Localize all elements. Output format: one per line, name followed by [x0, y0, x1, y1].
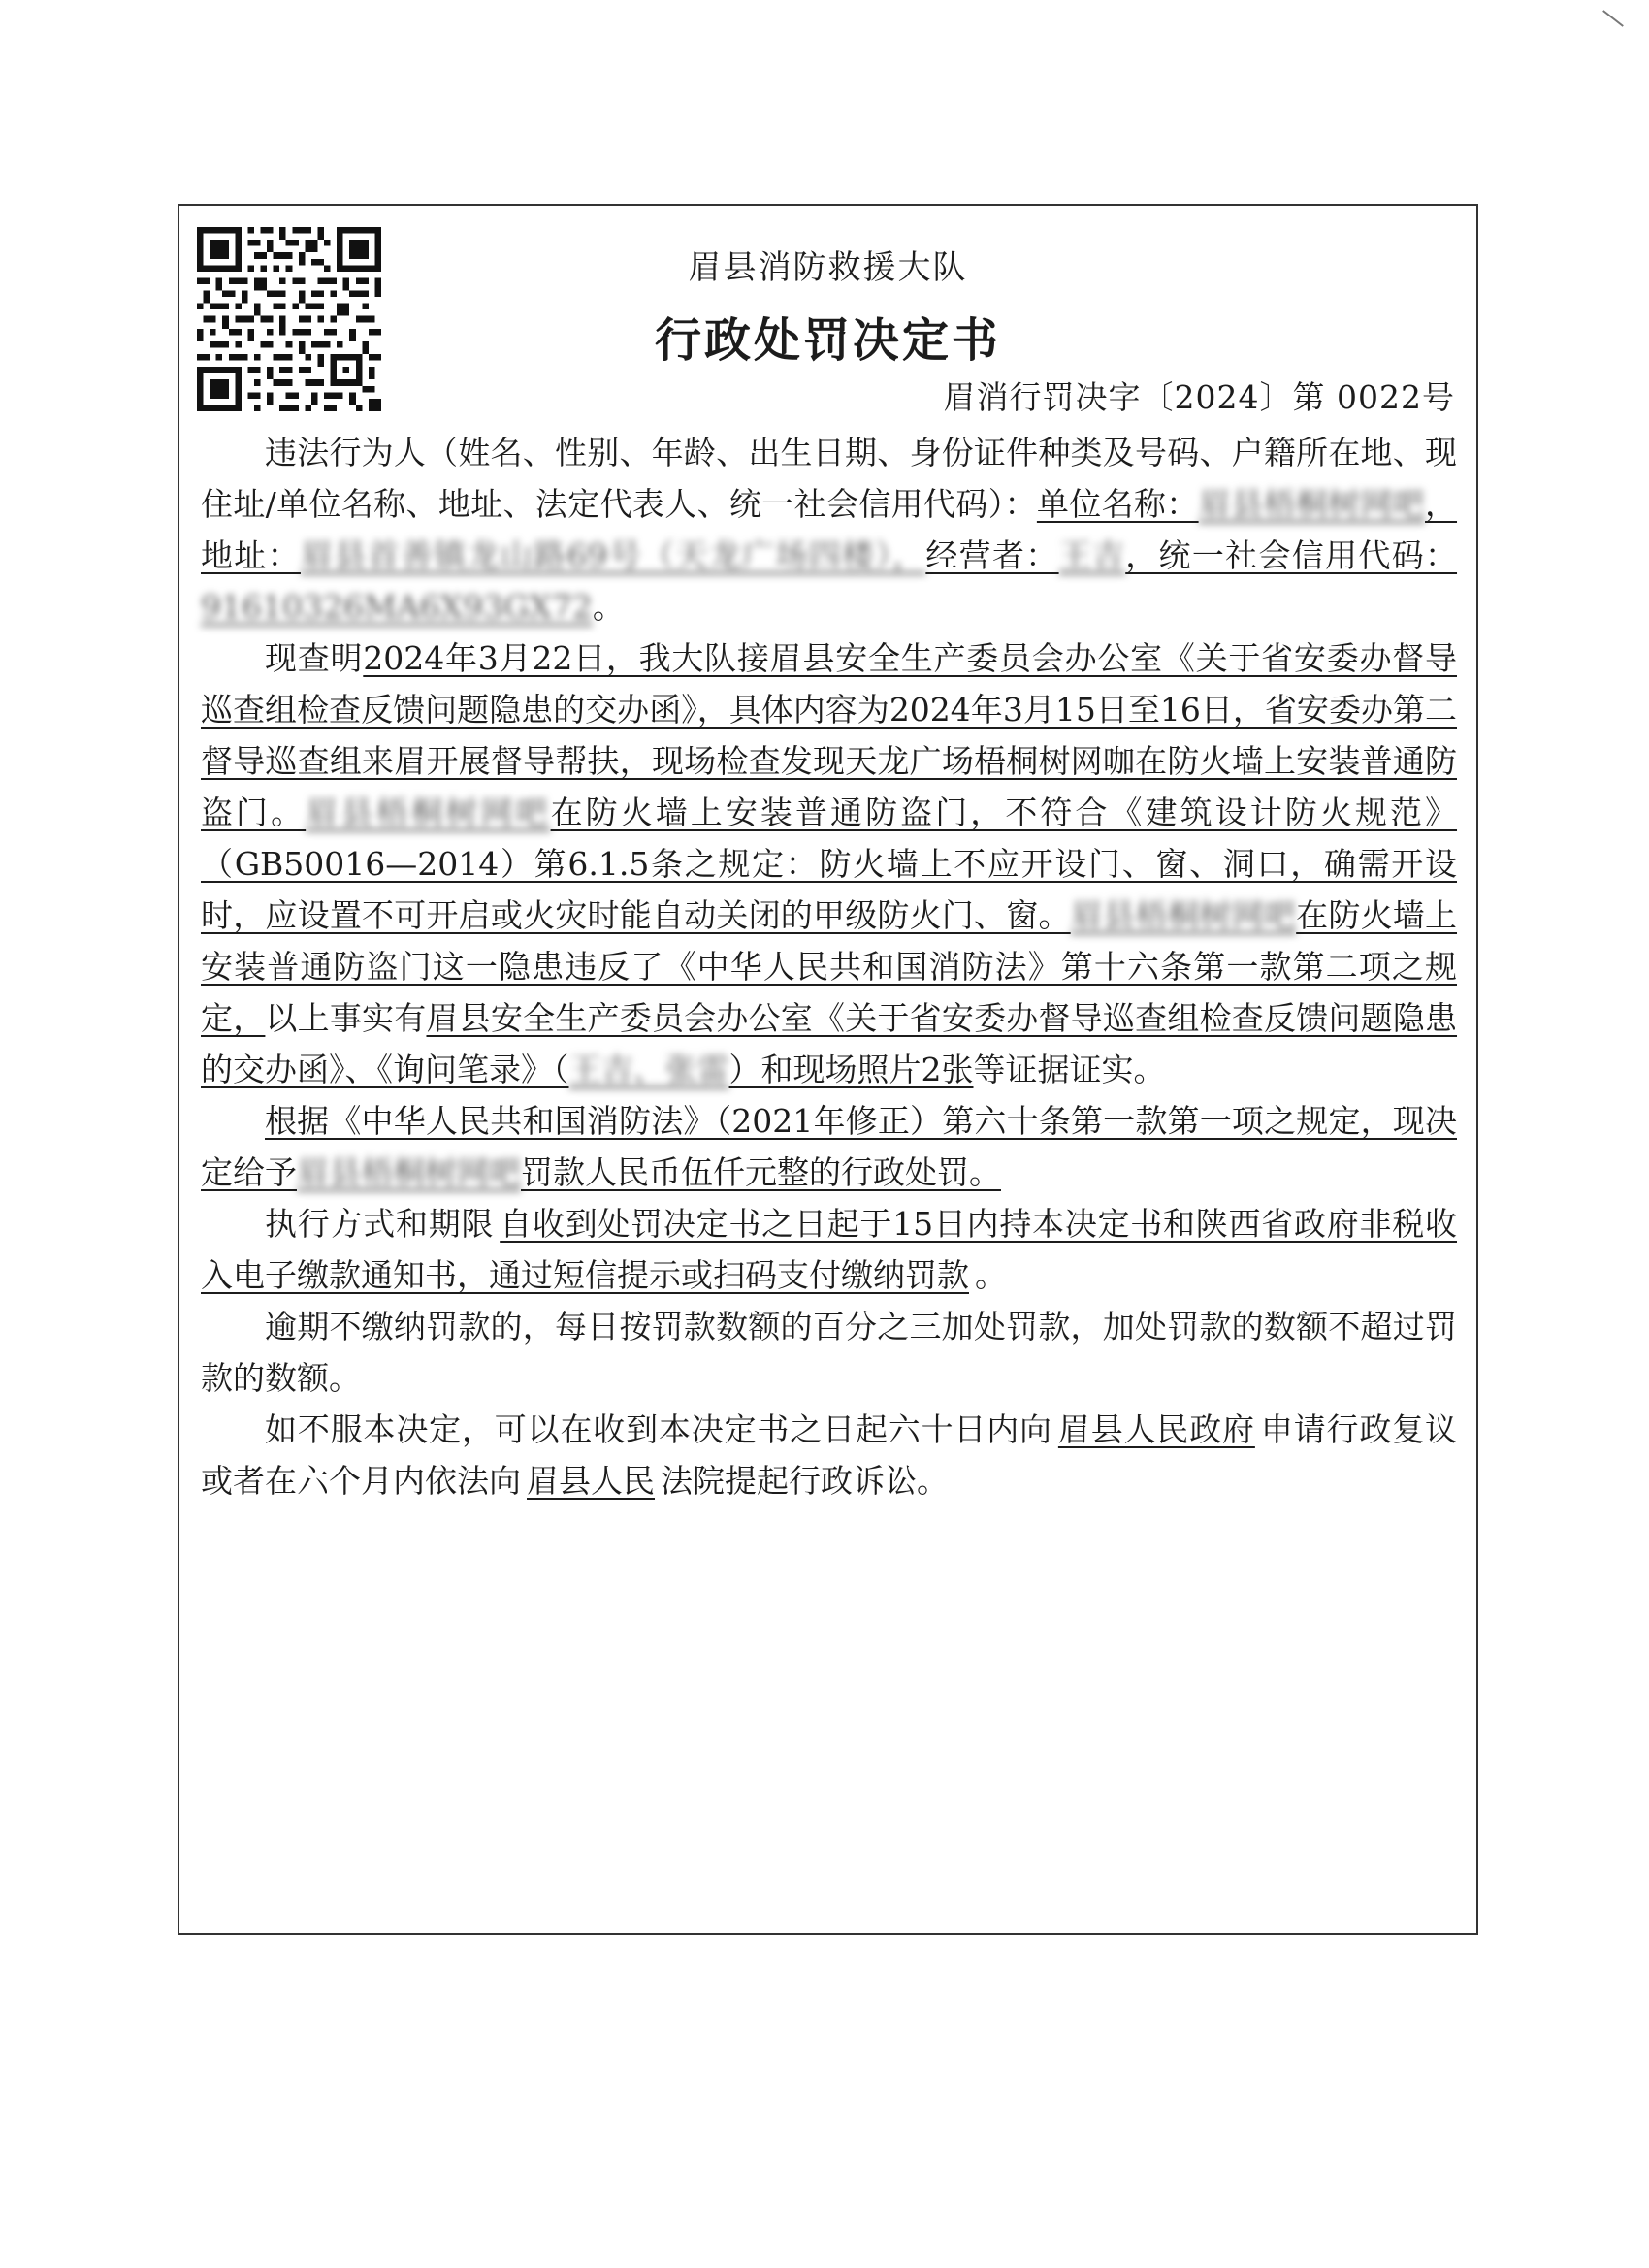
address-value: 眉县首善镇龙山路69号（天龙广场四楼）， [300, 536, 926, 574]
document-number: 眉消行罚决字〔2024〕第 0022号 [943, 378, 1455, 416]
overdue-paragraph: 逾期不缴纳罚款的，每日按罚款数额的百分之三加处罚款，加处罚款的数额不超过罚款的数额。 [201, 1308, 1457, 1397]
execution-lead: 执行方式和期限 [265, 1205, 495, 1243]
document-frame [178, 204, 1478, 1935]
facts-text-5: 眉县安全生产委员会办公室《关于省安委办督导巡查组检查反馈问题隐患的交办函》、《询问笔录》（ [201, 999, 1458, 1088]
facts-lead: 现查明 [265, 639, 364, 677]
facts-underlined [201, 639, 1457, 1037]
appeal-paragraph [201, 1404, 1457, 1507]
decision-redacted: 眉县梧桐树网吧 [297, 1153, 521, 1191]
credit-code-redacted: 91610326MA6X93GX72 [201, 588, 593, 626]
facts-text-3: 在防火墙上安装普通防盗门这一隐患违反了《中华人民共和国消防法》第十六条第一款第二项之规定， [201, 896, 1458, 1037]
appeal-text-1: 如不服本决定，可以在收到本决定书之日起六十日内向 [265, 1410, 1052, 1448]
party-end: 。 [592, 588, 625, 626]
scan-mark [1602, 10, 1624, 27]
facts-redacted-1: 眉县梧桐树网吧 [306, 794, 551, 831]
facts-text-2: 在防火墙上安装普通防盗门，不符合《建筑设计防火规范》（GB50016—2014）第6.1.5条之规定：防火墙上不应开设门、窗、洞口，确需开设时，应设置不可开启或火灾时能自动关闭的甲级防火门、窗。 [201, 794, 1458, 934]
execution-paragraph [201, 1198, 1457, 1301]
decision-text-2: 罚款人民币伍仟元整的行政处罚。 [521, 1153, 1001, 1191]
facts-text-1: 2024年3月22日，我大队接眉县安全生产委员会办公室《关于省安委办督导巡查组检查反馈问题隐患的交办函》，具体内容为2024年3月15日至16日，省安委办第二督导巡查组来眉开展督导帮扶，现场检查发现天龙广场梧桐树网咖在防火墙上安装普通防盗门。 [201, 639, 1457, 831]
court-field: 眉县人民 [527, 1462, 655, 1500]
facts-text-7: 等证据证实。 [973, 1051, 1166, 1088]
review-body-field: 眉县人民政府 [1057, 1410, 1255, 1448]
unit-name-redacted: 眉县梧桐树网吧 [1198, 485, 1426, 523]
issuing-authority: 眉县消防救援大队 [688, 248, 968, 287]
facts-redacted-3: 王吉、张雷 [568, 1051, 729, 1088]
address-label: ，地址： [201, 485, 1458, 574]
operator-redacted: 王吉 [1058, 536, 1126, 574]
execution-terms: 自收到处罚决定书之日起于15日内持本决定书和陕西省政府非税收入电子缴款通知书，通过短信提示或扫码支付缴纳罚款 [201, 1205, 1457, 1294]
decision-text-1: 根据《中华人民共和国消防法》（2021年修正）第六十条第一款第一项之规定，现决定给予 [201, 1102, 1457, 1191]
document-title: 行政处罚决定书 [654, 313, 1001, 368]
facts-paragraph [201, 632, 1457, 1095]
document-body [201, 427, 1457, 1507]
operator-label: 经营者： [925, 536, 1059, 574]
party-intro: 违法行为人（姓名、性别、年龄、出生日期、身份证件种类及号码、户籍所在地、现住址/单位名称、地址、法定代表人、统一社会信用代码）： [201, 434, 1457, 523]
party-paragraph [201, 427, 1457, 632]
appeal-text-3: 法院提起行政诉讼。 [661, 1462, 949, 1500]
unit-label: 单位名称： [1036, 485, 1199, 523]
appeal-text-2: 申请行政复议或者在六个月内依法向 [201, 1410, 1458, 1500]
facts-text-6: ）和现场照片2张 [728, 1051, 974, 1088]
credit-code-label: ，统一社会信用代码： [1125, 536, 1458, 574]
facts-redacted-2: 眉县梧桐树网吧 [1070, 896, 1297, 934]
decision-paragraph [201, 1095, 1457, 1198]
execution-end: 。 [975, 1256, 1007, 1294]
facts-text-4: 以上事实有 [265, 999, 427, 1037]
decision-underlined [201, 1102, 1457, 1191]
